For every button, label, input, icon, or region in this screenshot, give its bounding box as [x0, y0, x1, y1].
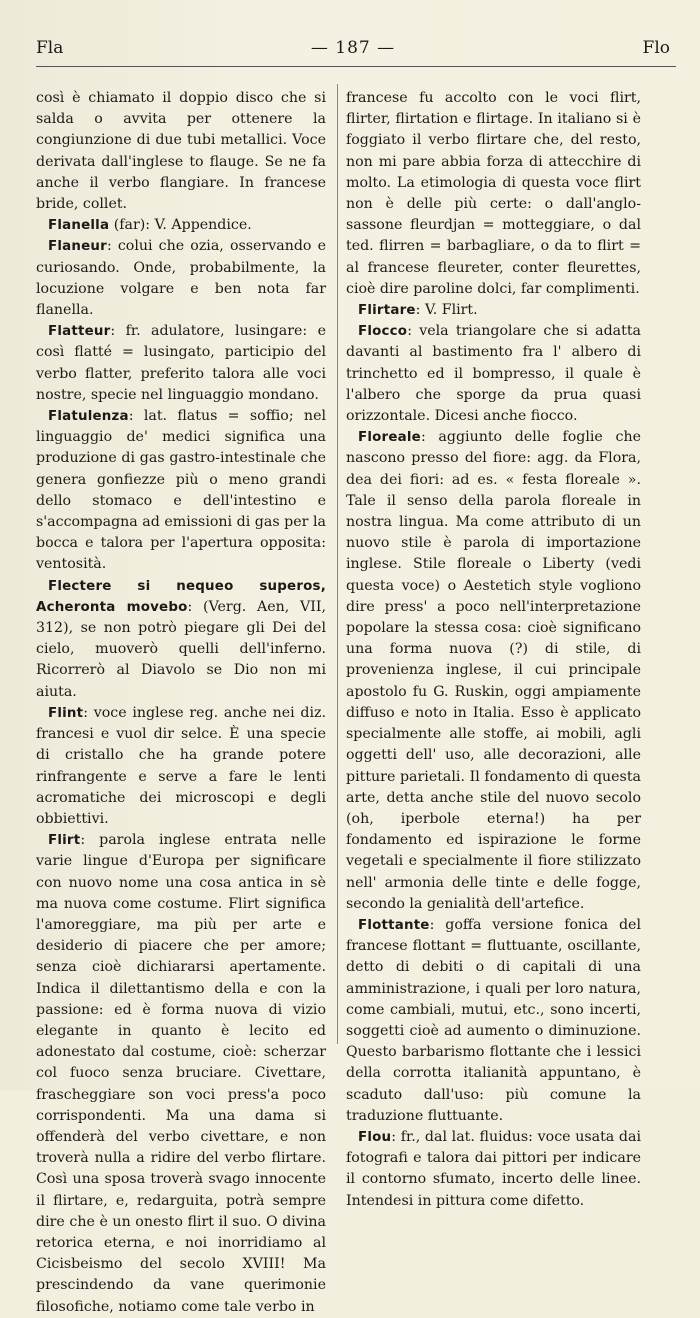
headword: Flocco — [358, 324, 408, 340]
entry-flectere: Flectere si nequeo superos, Acheronta movebo: (Verg. Aen, VII, 312), se non potrò piegare gli Dei del cielo, muoverò quelli dell'inferno. Ricorrerò al Diavolo se Dio non mi aiuta. — [36, 578, 326, 700]
headword: Flirtare — [358, 303, 416, 319]
headword: Flirt — [48, 833, 81, 849]
entry-flottante: Flottante: goffa versione fonica del francese flottant = fluttuante, oscillante, detto di debiti o di capitali di una amministrazione, i quali per loro natura, come cambiali, mutui, etc., sono incerti, soggetti cioè ad aumento o diminuzione. Questo barbarismo flottante che i lessici della corrotta italianità appuntano, è scaduto dall'uso: più comune la traduzione fluttuante. — [346, 916, 641, 1124]
headword: Flanella — [48, 218, 110, 234]
entry-flirtare: Flirtare: V. Flirt. — [358, 302, 478, 319]
header-left-guideword: Fla — [36, 38, 64, 58]
entry-flint: Flint: voce inglese reg. anche nei diz. francesi e vuol dir selce. È una specie di cristallo che ha grande potere rinfrangente e serve a fare le lenti acromatiche dei microscopi e degli obbiettivi. — [36, 704, 326, 827]
left-column — [36, 88, 326, 1318]
headword: Flatteur — [48, 324, 111, 340]
page-header — [36, 38, 670, 62]
entry-flaneur: Flaneur: colui che ozia, osservando e curiosando. Onde, probabilmente, la locuzione volgare e ben nota far flanella. — [36, 238, 326, 319]
entry-flocco: Flocco: vela triangolare che si adatta davanti al bastimento fra l' albero di trinchetto ed il bompresso, il quale è l'albero che sporge da prua quasi orizzontale. Dicesi anche fiocco. — [346, 323, 641, 425]
entry-flou: Flou: fr., dal lat. fluidus: voce usata dai fotografi e talora dai pittori per indicare il contorno sfumato, incerto delle linee. Intendesi in pittura come difetto. — [346, 1128, 641, 1209]
entry-continuation: così è chiamato il doppio disco che si salda o avvita per ottenere la congiunzione di due tubi metallici. Voce derivata dall'inglese to flauge. Se ne fa anche il verbo flangiare. In francese bride, collet. — [36, 90, 326, 213]
header-right-guideword: Flo — [642, 38, 670, 58]
headword: Flint — [48, 705, 84, 721]
entry-flatteur: Flatteur: fr. adulatore, lusingare: e così flatté = lusingato, participio del verbo flatter, preferito talora alle voci nostre, specie nel linguaggio mondano. — [36, 323, 326, 403]
entry-flirt: Flirt: parola inglese entrata nelle varie lingue d'Europa per significare con nuovo nome una cosa antica in sè ma nuova come costume. Flirt significa l'amoreggiare, ma più per arte e desiderio di piacere che per amore; senza cioè dichiararsi apertamente. Indica il dilettantismo della e con la passione: ed è forma nuova di vizio elegante in quanto è lecito ed adonestato dal costume, cioè: scherzar col fuoco senza bruciare. Civettare, frascheggiare son voci press'a poco corrispondenti. Ma una dama si offenderà del verbo civettare, e non troverà nulla a ridire del verbo flirtare. Così una sposa troverà svago innocente il flirtare, e, redarguita, potrà sempre dire che è un onesto flirt il suo. O divina retorica eterna, e noi inorridiamo al Cicisbeismo del secolo XVIII! Ma prescindendo da vane querimonie filosofiche, notiamo come tale verbo in — [36, 832, 326, 1315]
entry-flanella: Flanella (far): V. Appendice. — [48, 217, 252, 234]
page-number: — 187 — — [310, 38, 396, 58]
header-rule — [36, 66, 676, 67]
right-column — [346, 88, 641, 1212]
headword: Floreale — [358, 430, 421, 446]
headword: Flou — [358, 1129, 392, 1145]
headword: Flaneur — [48, 239, 107, 255]
headword: Flatulenza — [48, 409, 129, 425]
entry-flatulenza: Flatulenza: lat. flatus = soffio; nel linguaggio de' medici significa una produzione di gas gastro-intestinale che genera gonfiezze più o meno grandi dello stomaco e dell'intestino e s'accompagna ad emissioni di gas per la bocca e talora per l'apertura opposita: ventosità. — [36, 408, 326, 573]
column-divider — [337, 84, 338, 1044]
entry-continuation: francese fu accolto con le voci flirt, flirter, flirtation e flirtage. In italiano si è foggiato il verbo flirtare che, del resto, non mi pare abbia forza di attecchire di molto. La etimologia di questa voce flirt non è delle più certe: o dall'anglo-sassone fleurdjan = motteggiare, o dal ted. flirren = barbagliare, o da to flirt = al francese fleureter, conter fleurettes, cioè dire paroline dolci, far complimenti. — [346, 90, 641, 297]
entry-floreale: Floreale: aggiunto delle foglie che nascono presso del fiore: agg. da Flora, dea dei fiori: ad es. « festa floreale ». Tale il senso della parola floreale in nostra lingua. Ma come attributo di un nuovo stile è parola di importazione inglese. Stile floreale o Liberty (vedi questa voce) o Aestetich style vogliono dire press' a poco nell'interpretazione popolare la stessa cosa: cioè significano una forma nuova (?) di stile, di provenienza inglese, il cui principale apostolo fu G. Ruskin, oggi ampiamente diffuso e noto in Italia. Esso è applicato specialmente alle stoffe, ai mobili, agli oggetti dell' uso, alle decorazioni, alle pitture parietali. Il fondamento di questa arte, detta anche stile del nuovo secolo (oh, iperbole eterna!) ha per fondamento ed ispirazione le forme vegetali e specialmente il fiore stilizzato nell' armonia delle tinte e delle fogge, secondo la genialità dell'artefice. — [346, 429, 641, 912]
headword: Flectere si nequeo superos, Acheronta movebo — [36, 578, 326, 615]
headword: Flottante — [358, 917, 430, 933]
